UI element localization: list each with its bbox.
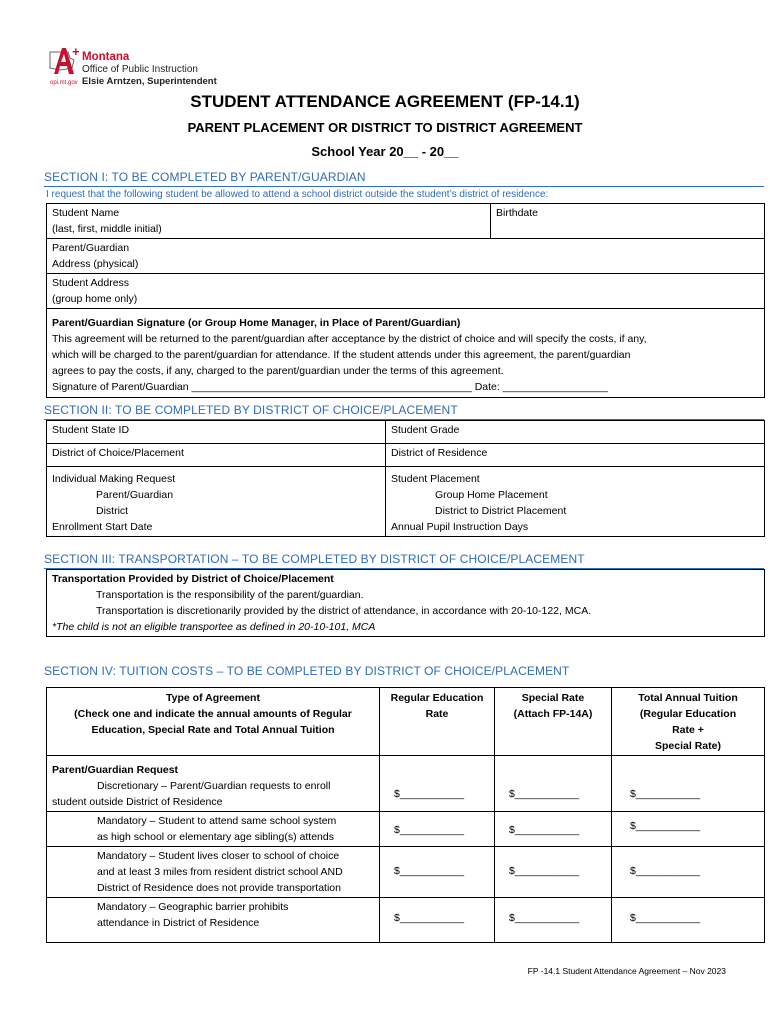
signature-text-2: which will be charged to the parent/guardian for attendance. If the student attends under this agreement, the parent/guardian: [52, 349, 631, 361]
student-address-field[interactable]: [47, 274, 765, 309]
option-group-home[interactable]: Group Home Placement: [435, 489, 548, 501]
district-choice-field[interactable]: [47, 444, 386, 467]
blank-amount: $___________: [630, 865, 701, 877]
student-state-id-label: Student State ID: [52, 424, 130, 436]
section1-note: I request that the following student be allowed to attend a school district outside the student’s district of residence:: [46, 189, 549, 200]
enrollment-start-label: Enrollment Start Date: [52, 521, 153, 533]
col-total-header-l1: Total Annual Tuition: [638, 692, 738, 704]
col-special-header: [495, 688, 612, 756]
row-discretionary-regular[interactable]: [380, 756, 495, 812]
section2-heading: SECTION II: TO BE COMPLETED BY DISTRICT OF CHOICE/PLACEMENT: [44, 403, 458, 417]
row-geographic-special[interactable]: [495, 898, 612, 943]
section4-heading: SECTION IV: TUITION COSTS – TO BE COMPLETED BY DISTRICT OF CHOICE/PLACEMENT: [44, 664, 570, 678]
row-geographic-l1: Mandatory – Geographic barrier prohibits: [97, 901, 289, 913]
row-sibling-special[interactable]: [495, 812, 612, 847]
row-discretionary-label[interactable]: [47, 756, 380, 812]
row-geographic-total[interactable]: [612, 898, 765, 943]
col-type-header-l2: (Check one and indicate the annual amounts of Regular: [74, 708, 352, 720]
district-residence-field[interactable]: [386, 444, 765, 467]
col-type-header-l3: Education, Special Rate and Total Annual Tuition: [91, 724, 335, 736]
transport-option-district[interactable]: Transportation is discretionarily provided by the district of attendance, in accordance with 20-10-122, MCA.: [96, 605, 592, 617]
section3-heading: SECTION III: TRANSPORTATION – TO BE COMPLETED BY DISTRICT OF CHOICE/PLACEMENT: [44, 552, 585, 566]
blank-amount: $___________: [509, 824, 580, 836]
row-sibling-regular[interactable]: [380, 812, 495, 847]
tuition-table: [46, 687, 765, 943]
student-grade-label: Student Grade: [391, 424, 460, 436]
row-geographic-regular[interactable]: [380, 898, 495, 943]
signature-text-3: agrees to pay the costs, if any, charged to the parent/guardian under the terms of this agreement.: [52, 365, 504, 377]
option-district-to-district[interactable]: District to District Placement: [435, 505, 567, 517]
blank-amount: $___________: [630, 788, 701, 800]
row-discretionary-special[interactable]: [495, 756, 612, 812]
student-placement-field: [386, 467, 765, 537]
col-special-header-l1: Special Rate: [521, 692, 585, 704]
student-placement-label: Student Placement: [391, 473, 480, 485]
blank-amount: $___________: [509, 865, 580, 877]
blank-amount: $___________: [630, 820, 701, 832]
opi-logo: [48, 44, 84, 84]
signature-block: [47, 309, 765, 398]
table-row: [47, 847, 765, 898]
birthdate-field[interactable]: [491, 204, 765, 239]
group-home-only-label: (group home only): [52, 293, 138, 305]
student-state-id-field[interactable]: [47, 421, 386, 444]
transportation-block: [47, 570, 765, 637]
blank-amount: $___________: [394, 912, 465, 924]
col-total-header: [612, 688, 765, 756]
student-address-label: Student Address: [52, 277, 130, 289]
row-closer-l3: District of Residence does not provide transportation: [97, 882, 341, 894]
signature-heading: Parent/Guardian Signature (or Group Home Manager, in Place of Parent/Guardian): [52, 317, 461, 329]
row-sibling-total[interactable]: [612, 812, 765, 847]
transport-note: *The child is not an eligible transportee as defined in 20-10-101, MCA: [52, 621, 376, 633]
blank-amount: $___________: [509, 912, 580, 924]
option-parent-guardian[interactable]: Parent/Guardian: [96, 489, 174, 501]
blank-amount: $___________: [630, 912, 701, 924]
transportation-heading: Transportation Provided by District of Choice/Placement: [52, 573, 334, 585]
logo-line-office: Office of Public Instruction: [82, 64, 198, 75]
signature-line[interactable]: Signature of Parent/Guardian ________________________________________________ Date: __________________: [52, 381, 608, 393]
district-residence-label: District of Residence: [391, 447, 488, 459]
option-district[interactable]: District: [96, 505, 129, 517]
district-choice-label: District of Choice/Placement: [52, 447, 184, 459]
transport-option-parent[interactable]: Transportation is the responsibility of the parent/guardian.: [96, 589, 364, 601]
school-year: School Year 20__ - 20__: [311, 144, 459, 159]
section1-table: [46, 203, 765, 398]
table-row: [47, 898, 765, 943]
section1-divider: [44, 186, 764, 187]
col-regular-header-l2: Rate: [425, 708, 449, 720]
blank-amount: $___________: [394, 788, 465, 800]
group-label: Parent/Guardian Request: [52, 764, 179, 776]
annual-days-label: Annual Pupil Instruction Days: [391, 521, 529, 533]
logo-url: opi.mt.gov: [50, 80, 78, 86]
section2-table: [46, 420, 765, 537]
col-special-header-l2: (Attach FP-14A): [513, 708, 593, 720]
section1-heading: SECTION I: TO BE COMPLETED BY PARENT/GUARDIAN: [44, 170, 366, 184]
student-name-field[interactable]: [47, 204, 491, 239]
blank-amount: $___________: [509, 788, 580, 800]
row-sibling-label[interactable]: [47, 812, 380, 847]
row-sibling-l2: as high school or elementary age sibling(s) attends: [97, 831, 334, 843]
individual-request-label: Individual Making Request: [52, 473, 176, 485]
row-closer-regular[interactable]: [380, 847, 495, 898]
row-closer-l2: and at least 3 miles from resident district school AND: [97, 866, 343, 878]
col-type-header-l1: Type of Agreement: [166, 692, 260, 704]
col-total-header-l2: (Regular Education: [639, 708, 737, 720]
col-regular-header-l1: Regular Education: [390, 692, 484, 704]
svg-text:+: +: [72, 44, 80, 59]
blank-amount: $___________: [394, 824, 465, 836]
signature-text-1: This agreement will be returned to the parent/guardian after acceptance by the district of choice and will specify the costs, if any,: [52, 333, 647, 345]
page-footer: FP -14.1 Student Attendance Agreement – Nov 2023: [527, 966, 726, 976]
student-name-label: Student Name: [52, 207, 120, 219]
montana-logo-icon: [48, 44, 84, 84]
col-total-header-l4: Special Rate): [655, 740, 721, 752]
blank-amount: $___________: [394, 865, 465, 877]
table-row: [47, 756, 765, 812]
page-title: STUDENT ATTENDANCE AGREEMENT (FP-14.1): [190, 92, 580, 111]
row-discretionary-total[interactable]: [612, 756, 765, 812]
parent-guardian-label: Parent/Guardian: [52, 242, 130, 254]
row-geographic-l2: attendance in District of Residence: [97, 917, 260, 929]
row-discretionary-l2: student outside District of Residence: [52, 796, 223, 808]
row-closer-label[interactable]: [47, 847, 380, 898]
parent-address-field[interactable]: [47, 239, 765, 274]
section3-table: [46, 569, 765, 637]
row-closer-total[interactable]: [612, 847, 765, 898]
student-name-sublabel: (last, first, middle initial): [52, 223, 162, 235]
address-physical-label: Address (physical): [52, 258, 139, 270]
row-closer-l1: Mandatory – Student lives closer to school of choice: [97, 850, 340, 862]
student-grade-field[interactable]: [386, 421, 765, 444]
row-sibling-l1: Mandatory – Student to attend same school system: [97, 815, 337, 827]
row-geographic-label[interactable]: [47, 898, 380, 943]
row-closer-special[interactable]: [495, 847, 612, 898]
table-row: [47, 812, 765, 847]
birthdate-label: Birthdate: [496, 207, 539, 219]
col-regular-header: [380, 688, 495, 756]
logo-line-superintendent: Elsie Arntzen, Superintendent: [82, 76, 217, 87]
logo-line-montana: Montana: [82, 51, 130, 63]
page-subtitle: PARENT PLACEMENT OR DISTRICT TO DISTRICT AGREEMENT: [187, 120, 583, 135]
col-type-header: [47, 688, 380, 756]
row-discretionary-l1: Discretionary – Parent/Guardian requests to enroll: [97, 780, 331, 792]
individual-request-field: [47, 467, 386, 537]
col-total-header-l3: Rate +: [672, 724, 704, 736]
